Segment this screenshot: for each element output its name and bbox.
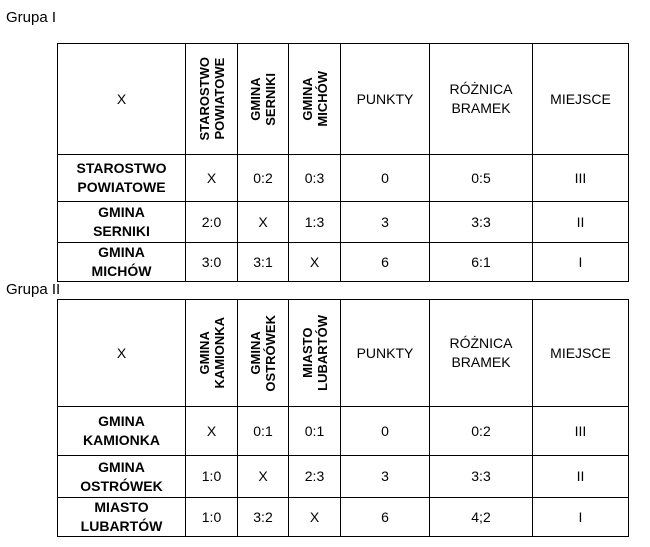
table-row bbox=[58, 498, 629, 537]
place-cell: II bbox=[533, 456, 629, 498]
points-cell: 3 bbox=[341, 456, 430, 498]
team-name-line2: SERNIKI bbox=[93, 223, 150, 239]
result-cell: X bbox=[186, 407, 238, 456]
points-header: PUNKTY bbox=[341, 44, 430, 155]
points-cell: 6 bbox=[341, 498, 430, 537]
place-header: MIEJSCE bbox=[533, 300, 629, 407]
team-header-line2: POWIATOWE bbox=[211, 58, 227, 140]
goal-diff-cell: 6:1 bbox=[430, 243, 533, 282]
group-1-title: Grupa I bbox=[6, 9, 57, 26]
points-cell: 0 bbox=[341, 407, 430, 456]
place-cell: III bbox=[533, 155, 629, 202]
team-header-line1: STAROSTWO bbox=[196, 57, 212, 141]
team-name-line2: LUBARTÓW bbox=[80, 518, 163, 534]
goal-diff-cell: 3:3 bbox=[430, 202, 533, 243]
team-header-1 bbox=[186, 44, 238, 155]
result-cell: 0:3 bbox=[289, 155, 341, 202]
team-name-line2: KAMIONKA bbox=[83, 432, 160, 448]
corner-cell: X bbox=[58, 300, 186, 407]
team-header-line1: GMINA bbox=[248, 77, 263, 121]
team-name bbox=[58, 155, 186, 202]
goal-diff-header-line1: RÓŻNICA bbox=[449, 81, 513, 97]
team-header-2 bbox=[238, 44, 289, 155]
team-header-2 bbox=[238, 300, 289, 407]
table-row bbox=[58, 243, 629, 282]
result-cell: X bbox=[289, 498, 341, 537]
result-cell: 0:1 bbox=[289, 407, 341, 456]
points-cell: 0 bbox=[341, 155, 430, 202]
goal-diff-cell: 4;2 bbox=[430, 498, 533, 537]
team-name-line1: GMINA bbox=[98, 204, 145, 220]
result-cell: 0:1 bbox=[238, 407, 289, 456]
result-cell: X bbox=[238, 456, 289, 498]
goal-diff-header bbox=[430, 300, 533, 407]
team-header-line2: MICHÓW bbox=[314, 71, 330, 127]
team-name-line1: STAROSTWO bbox=[76, 160, 167, 176]
result-cell: 3:2 bbox=[238, 498, 289, 537]
place-cell: III bbox=[533, 407, 629, 456]
place-cell: II bbox=[533, 202, 629, 243]
team-header-line2: LUBARTÓW bbox=[314, 315, 330, 391]
goal-diff-header bbox=[430, 44, 533, 155]
goal-diff-header-line1: RÓŻNICA bbox=[449, 335, 513, 351]
group-2-table bbox=[57, 299, 629, 537]
table-row bbox=[58, 407, 629, 456]
team-name-line1: GMINA bbox=[98, 458, 145, 475]
corner-cell: X bbox=[58, 44, 186, 155]
place-cell: I bbox=[533, 243, 629, 282]
team-header-line1: GMINA bbox=[299, 77, 315, 121]
team-header-line2: SERNIKI bbox=[263, 72, 278, 126]
goal-diff-header-line2: BRAMEK bbox=[451, 100, 511, 116]
team-name bbox=[58, 498, 186, 537]
team-name bbox=[58, 243, 186, 282]
goal-diff-cell: 0:2 bbox=[430, 407, 533, 456]
result-cell: 3:1 bbox=[238, 243, 289, 282]
team-name-line2: POWIATOWE bbox=[77, 179, 166, 195]
team-header-line1: GMINA bbox=[196, 331, 212, 375]
result-cell: X bbox=[186, 155, 238, 202]
result-cell: 3:0 bbox=[186, 243, 238, 282]
team-name bbox=[58, 407, 186, 456]
result-cell: 1:3 bbox=[289, 202, 341, 243]
team-name bbox=[58, 456, 186, 498]
result-cell: 1:0 bbox=[186, 498, 238, 537]
result-cell: 2:0 bbox=[186, 202, 238, 243]
team-header-3 bbox=[289, 300, 341, 407]
team-name-line1: GMINA bbox=[98, 244, 145, 260]
place-header: MIEJSCE bbox=[533, 44, 629, 155]
team-name-line2: MICHÓW bbox=[91, 263, 152, 279]
place-cell: I bbox=[533, 498, 629, 537]
team-name-line1: GMINA bbox=[98, 413, 145, 429]
result-cell: X bbox=[289, 243, 341, 282]
team-header-line1: GMINA bbox=[248, 331, 263, 375]
team-header-line1: MIASTO bbox=[299, 327, 315, 379]
group-2-title: Grupa II bbox=[6, 281, 61, 298]
goal-diff-header-line2: BRAMEK bbox=[451, 354, 511, 370]
points-cell: 6 bbox=[341, 243, 430, 282]
goal-diff-cell: 0:5 bbox=[430, 155, 533, 202]
result-cell: 1:0 bbox=[186, 456, 238, 498]
team-name bbox=[58, 202, 186, 243]
result-cell: 0:2 bbox=[238, 155, 289, 202]
points-cell: 3 bbox=[341, 202, 430, 243]
team-name-line2: OSTRÓWEK bbox=[80, 477, 163, 494]
header-row bbox=[58, 300, 629, 407]
header-row bbox=[58, 44, 629, 155]
result-cell: 2:3 bbox=[289, 456, 341, 498]
points-header: PUNKTY bbox=[341, 300, 430, 407]
table-row bbox=[58, 202, 629, 243]
team-header-line2: OSTRÓWEK bbox=[263, 314, 278, 392]
table-row bbox=[58, 456, 629, 498]
table-row bbox=[58, 155, 629, 202]
team-header-1 bbox=[186, 300, 238, 407]
result-cell: X bbox=[238, 202, 289, 243]
group-1-table bbox=[57, 43, 629, 282]
team-header-line2: KAMIONKA bbox=[211, 317, 227, 389]
goal-diff-cell: 3:3 bbox=[430, 456, 533, 498]
team-name-line1: MIASTO bbox=[94, 499, 149, 515]
team-header-3 bbox=[289, 44, 341, 155]
